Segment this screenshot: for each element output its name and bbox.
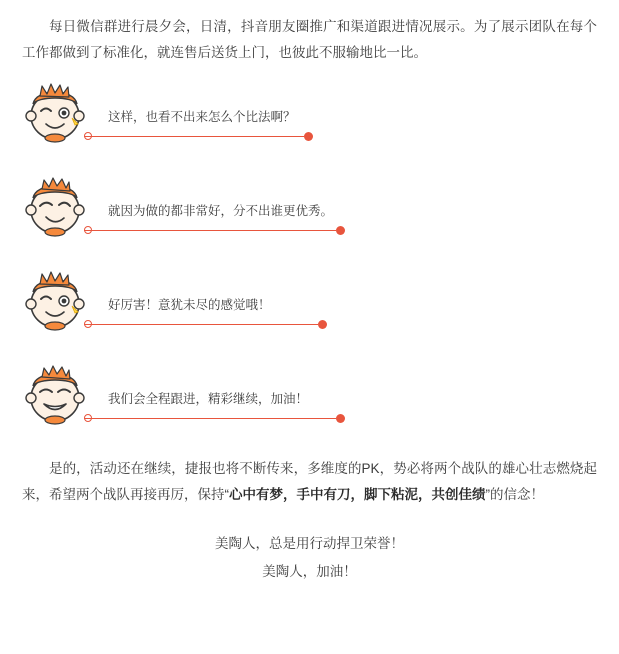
baby-face-grin-icon: [22, 360, 88, 426]
bubble-underline: [84, 132, 597, 142]
chat-message-text: 就因为做的都非常好，分不出谁更优秀。: [108, 204, 334, 218]
chat-bubble: [84, 202, 597, 236]
bubble-underline: [84, 320, 597, 330]
chat-message-text: 好厉害！意犹未尽的感觉哦！: [108, 298, 271, 312]
chat-bubble: [84, 108, 597, 142]
bubble-underline: [84, 226, 597, 236]
baby-face-wink-icon: [22, 78, 88, 144]
chat-message-text: 这样，也看不出来怎么个比法啊？: [108, 110, 296, 124]
signature-line-1: 美陶人，总是用行动捍卫荣誉！: [215, 536, 404, 551]
signature-line-2: 美陶人，加油！: [262, 564, 357, 579]
chat-message-row: [22, 354, 597, 448]
quote-close: ”: [485, 487, 490, 502]
chat-message-text: 我们会全程跟进，精彩继续，加油！: [108, 392, 309, 406]
bubble-right-dot-icon: [336, 414, 345, 423]
closing-quote-bold: 心中有梦，手中有刀，脚下粘泥，共创佳绩: [229, 487, 486, 502]
bubble-line-segment: [84, 136, 304, 137]
bubble-line-segment: [84, 324, 318, 325]
baby-face-wink-icon: [22, 266, 88, 332]
bubble-right-dot-icon: [336, 226, 345, 235]
closing-text-part1: 是的，活动还在继续，捷报也将不断传来，多维度的PK，势必将两个战队的雄心壮志燃烧起来，希望两个战队再接再厉，保持: [22, 461, 597, 502]
bubble-underline: [84, 414, 597, 424]
chat-bubble: [84, 390, 597, 424]
bubble-line-segment: [84, 230, 336, 231]
closing-text-part2: 的信念！: [490, 487, 544, 502]
intro-paragraph: 每日微信群进行晨夕会，日清，抖音朋友圈推广和渠道跟进情况展示。为了展示团队在每个工作都做到了标准化，就连售后送货上门，也彼此不服输地比一比。: [22, 19, 597, 60]
bubble-right-dot-icon: [318, 320, 327, 329]
bubble-right-dot-icon: [304, 132, 313, 141]
chat-message-row: [22, 72, 597, 166]
quote-open: “: [224, 487, 229, 502]
chat-message-row: [22, 260, 597, 354]
chat-bubble: [84, 296, 597, 330]
chat-message-row: [22, 166, 597, 260]
closing-paragraph: [22, 456, 597, 508]
chat-message-list: [22, 72, 597, 448]
signature-block: [22, 530, 597, 586]
baby-face-smile-icon: [22, 172, 88, 238]
bubble-line-segment: [84, 418, 336, 419]
